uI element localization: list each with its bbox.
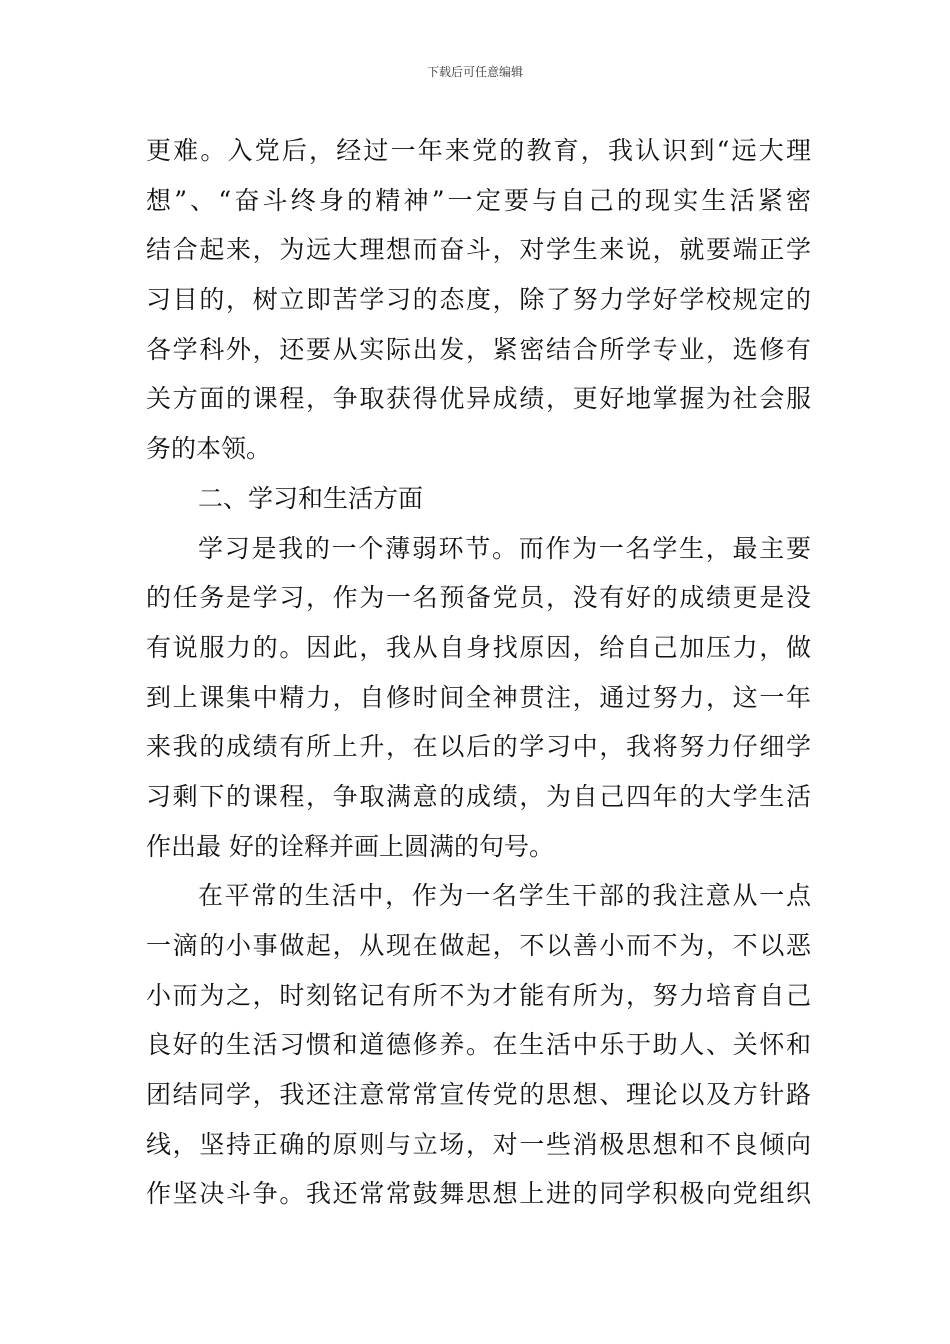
text-line: 作出最 好的诠释并画上圆满的句号。 [146,831,554,861]
text-line: 到上课集中精力，自修时间全神贯注，通过努力，这一年 [146,682,811,712]
document-body [146,126,811,1219]
text-line: 习剩下的课程，争取满意的成绩，为自己四年的大学生活 [146,781,811,811]
text-line: 想”、“奋斗终身的精神”一定要与自己的现实生活紧密 [146,185,811,215]
text-line: 来我的成绩有所上升，在以后的学习中，我将努力仔细学 [146,732,811,762]
text-line: 习目的，树立即苦学习的态度，除了努力学好学校规定的 [146,285,811,315]
text-line: 在平常的生活中，作为一名学生干部的我注意从一点 [198,881,811,911]
text-line: 务的本领。 [146,434,272,464]
text-line: 线，坚持正确的原则与立场，对一些消极思想和不良倾向 [146,1129,811,1159]
text-line: 良好的生活习惯和道德修养。在生活中乐于助人、关怀和 [146,1030,811,1060]
text-line: 团结同学，我还注意常常宣传党的思想、理论以及方针路 [146,1080,811,1110]
text-line: 一滴的小事做起，从现在做起，不以善小而不为，不以恶 [146,931,811,960]
text-line: 各学科外，还要从实际出发，紧密结合所学专业，选修有 [146,334,811,364]
text-line: 的任务是学习，作为一名预备党员，没有好的成绩更是没 [146,583,811,613]
text-line: 学习是我的一个薄弱环节。而作为一名学生，最主要 [198,533,811,563]
page-header-caption: 下载后可任意编辑 [426,65,523,79]
text-line: 结合起来，为远大理想而奋斗，对学生来说，就要端正学 [146,235,811,265]
text-line: 二、学习和生活方面 [198,483,424,513]
text-line: 作坚决斗争。我还常常鼓舞思想上进的同学积极向党组织 [146,1179,811,1209]
text-line: 更难。入党后，经过一年来党的教育，我认识到“远大理 [146,136,811,165]
text-line: 有说服力的。因此，我从自身找原因，给自己加压力，做 [146,632,811,662]
text-line: 小而为之，时刻铭记有所不为才能有所为，努力培育自己 [146,980,811,1010]
text-line: 关方面的课程，争取获得优异成绩，更好地掌握为社会服 [146,384,811,414]
